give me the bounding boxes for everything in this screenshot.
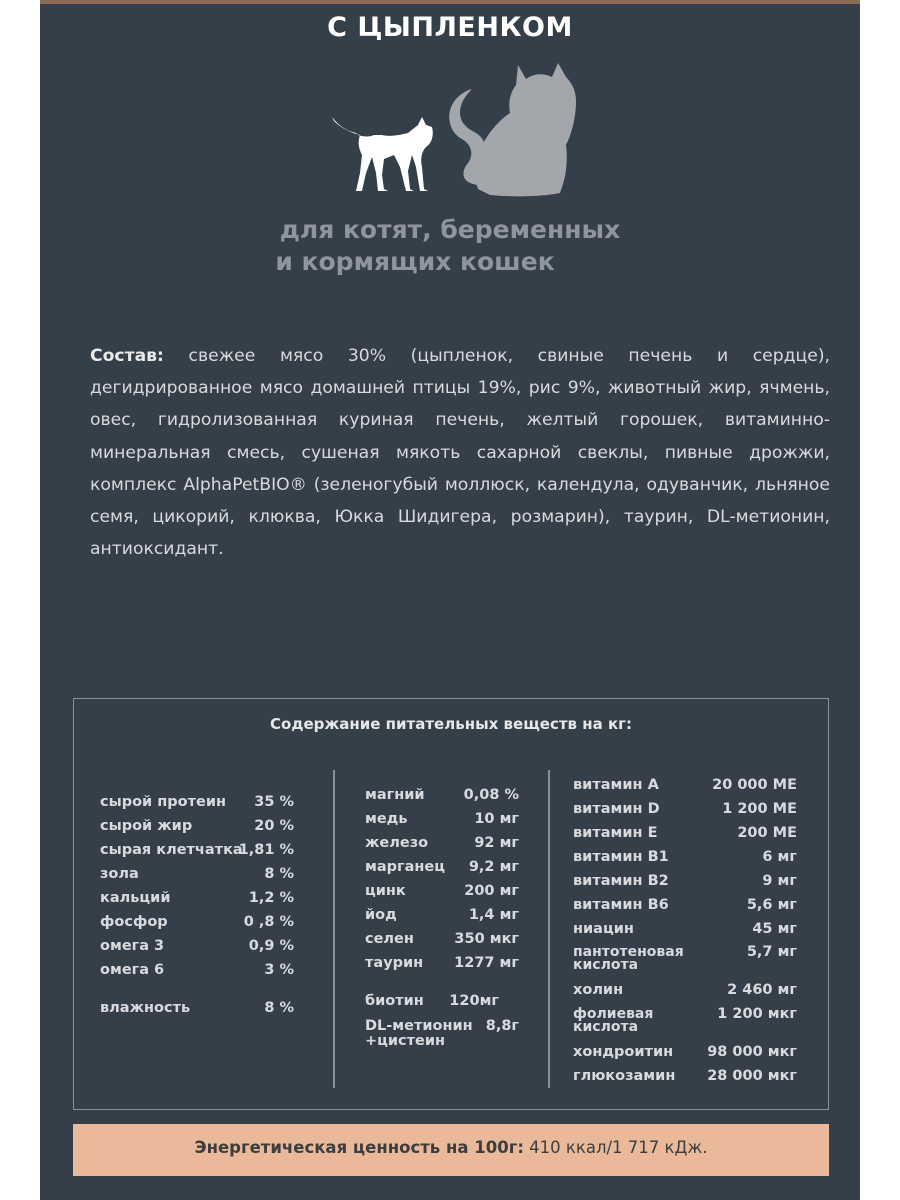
composition-text — [90, 340, 830, 565]
nutrient-value: 1,2 % — [248, 890, 294, 906]
nutrient-name: холин — [573, 982, 624, 998]
nutrient-name: марганец — [365, 859, 445, 875]
nutrient-value: 5,7 мг — [746, 944, 797, 960]
subtitle — [40, 214, 860, 278]
nutrient-value: 28 000 мкг — [707, 1068, 797, 1084]
subtitle-line-1: для котят, беременных — [279, 215, 621, 244]
nutrient-value: 200 мг — [464, 883, 519, 899]
nutrient-name-line2: кислота — [573, 957, 639, 973]
nutrient-name: зола — [100, 866, 139, 882]
nutrient-name: магний — [365, 787, 425, 803]
nutrient-value: 98 000 мкг — [707, 1044, 797, 1060]
nutrient-value: 5,6 мг — [746, 897, 797, 913]
nutrient-value: 20 000 МЕ — [712, 777, 797, 793]
nutrient-row — [573, 946, 797, 974]
nutrient-value: 2 460 мг — [727, 982, 797, 998]
nutrient-value: 1,4 мг — [468, 907, 519, 923]
nutrient-name: кальций — [100, 890, 171, 906]
cat-icon — [449, 63, 576, 196]
nutrient-name: йод — [365, 907, 397, 923]
cats-illustration — [322, 55, 582, 205]
nutrient-value: 1277 мг — [454, 955, 519, 971]
nutrient-name: глюкозамин — [573, 1068, 676, 1084]
nutrient-value: 1 200 МЕ — [722, 801, 797, 817]
nutrient-value: 3 % — [264, 962, 294, 978]
column-divider — [548, 770, 550, 1088]
nutrient-value: 8,8г — [485, 1018, 519, 1034]
nutrient-name: таурин — [365, 955, 424, 971]
nutrient-value: 35 % — [254, 794, 294, 810]
nutrient-name: сырая клетчатка — [100, 842, 243, 858]
nutrient-name: хондроитин — [573, 1044, 674, 1060]
nutrient-value: 200 МЕ — [737, 825, 797, 841]
composition-label: Состав: — [90, 346, 164, 366]
energy-value: 410 ккал/1 717 кДж. — [529, 1138, 708, 1157]
nutrient-value: 0 ,8 % — [243, 914, 294, 930]
nutrient-value: 0,08 % — [463, 787, 519, 803]
kitten-icon — [332, 117, 433, 191]
nutrient-name: цинк — [365, 883, 406, 899]
nutrient-name: сырой жир — [100, 818, 193, 834]
nutrient-row — [573, 1008, 797, 1036]
nutrient-value: 0,9 % — [248, 938, 294, 954]
nutrient-name: витамин D — [573, 801, 660, 817]
nutrient-name: DL-метионин — [365, 1018, 473, 1034]
nutrient-value: 6 мг — [762, 849, 797, 865]
nutrient-name: омега 3 — [100, 938, 165, 954]
nutrient-value: 8 % — [264, 866, 294, 882]
nutrient-name: ниацин — [573, 921, 634, 937]
nutrient-value: 9,2 мг — [468, 859, 519, 875]
subtitle-line-2: и кормящих кошек — [275, 247, 555, 276]
nutrient-name: селен — [365, 931, 414, 947]
nutrient-name: влажность — [100, 1000, 191, 1016]
nutrient-name: биотин — [365, 993, 424, 1009]
nutrient-value: 1,81 % — [238, 842, 294, 858]
nutrient-name: фосфор — [100, 914, 168, 930]
nutrient-value: 92 мг — [474, 835, 519, 851]
energy-value-line — [73, 1138, 829, 1157]
nutrient-name: сырой протеин — [100, 794, 227, 810]
nutrient-name: фолиевая — [573, 1006, 654, 1022]
nutrient-value: 20 % — [254, 818, 294, 834]
nutrient-name: пантотеновая — [573, 944, 684, 960]
product-title: С ЦЫПЛЕНКОМ — [327, 12, 573, 43]
nutrient-name: витамин В2 — [573, 873, 669, 889]
column-divider — [333, 770, 335, 1088]
composition-body: свежее мясо 30% (цыпленок, свиные печень и сердце), дегидрированное мясо домашней птицы 19%, рис 9%, животный жир, ячмень, овес, гидролизованная куриная печень, желтый горошек, витаминно-минеральная смесь, сушеная мякоть сахарной свеклы, пивные дрожжи, комплекс AlphaPetBIO® (зеленогубый моллюск, календула, одуванчик, льняное семя, цикорий, клюква, Юкка Шидигера, розмарин), таурин, DL-метионин, антиоксидант. — [90, 346, 830, 560]
nutrient-name: железо — [365, 835, 429, 851]
nutrient-value: 45 мг — [752, 921, 797, 937]
nutrient-name-line2: кислота — [573, 1019, 639, 1035]
nutrient-value: 8 % — [264, 1000, 294, 1016]
nutrient-name: омега 6 — [100, 962, 165, 978]
nutrient-value: 10 мг — [474, 811, 519, 827]
energy-label: Энергетическая ценность на 100г: — [194, 1138, 524, 1157]
nutrient-value: 120мг — [449, 993, 499, 1009]
nutrient-value: 350 мкг — [454, 931, 519, 947]
nutrient-name: витамин В6 — [573, 897, 669, 913]
nutrient-value: 9 мг — [762, 873, 797, 889]
nutrient-row — [365, 1018, 519, 1050]
nutrient-name: витамин А — [573, 777, 659, 793]
nutrients-heading: Содержание питательных веществ на кг: — [270, 715, 632, 733]
nutrient-name: витамин Е — [573, 825, 658, 841]
nutrient-name-line2: +цистеин — [365, 1033, 446, 1049]
nutrient-name: медь — [365, 811, 408, 827]
nutrient-value: 1 200 мкг — [717, 1006, 797, 1022]
nutrient-name: витамин В1 — [573, 849, 669, 865]
top-strip — [40, 0, 860, 4]
